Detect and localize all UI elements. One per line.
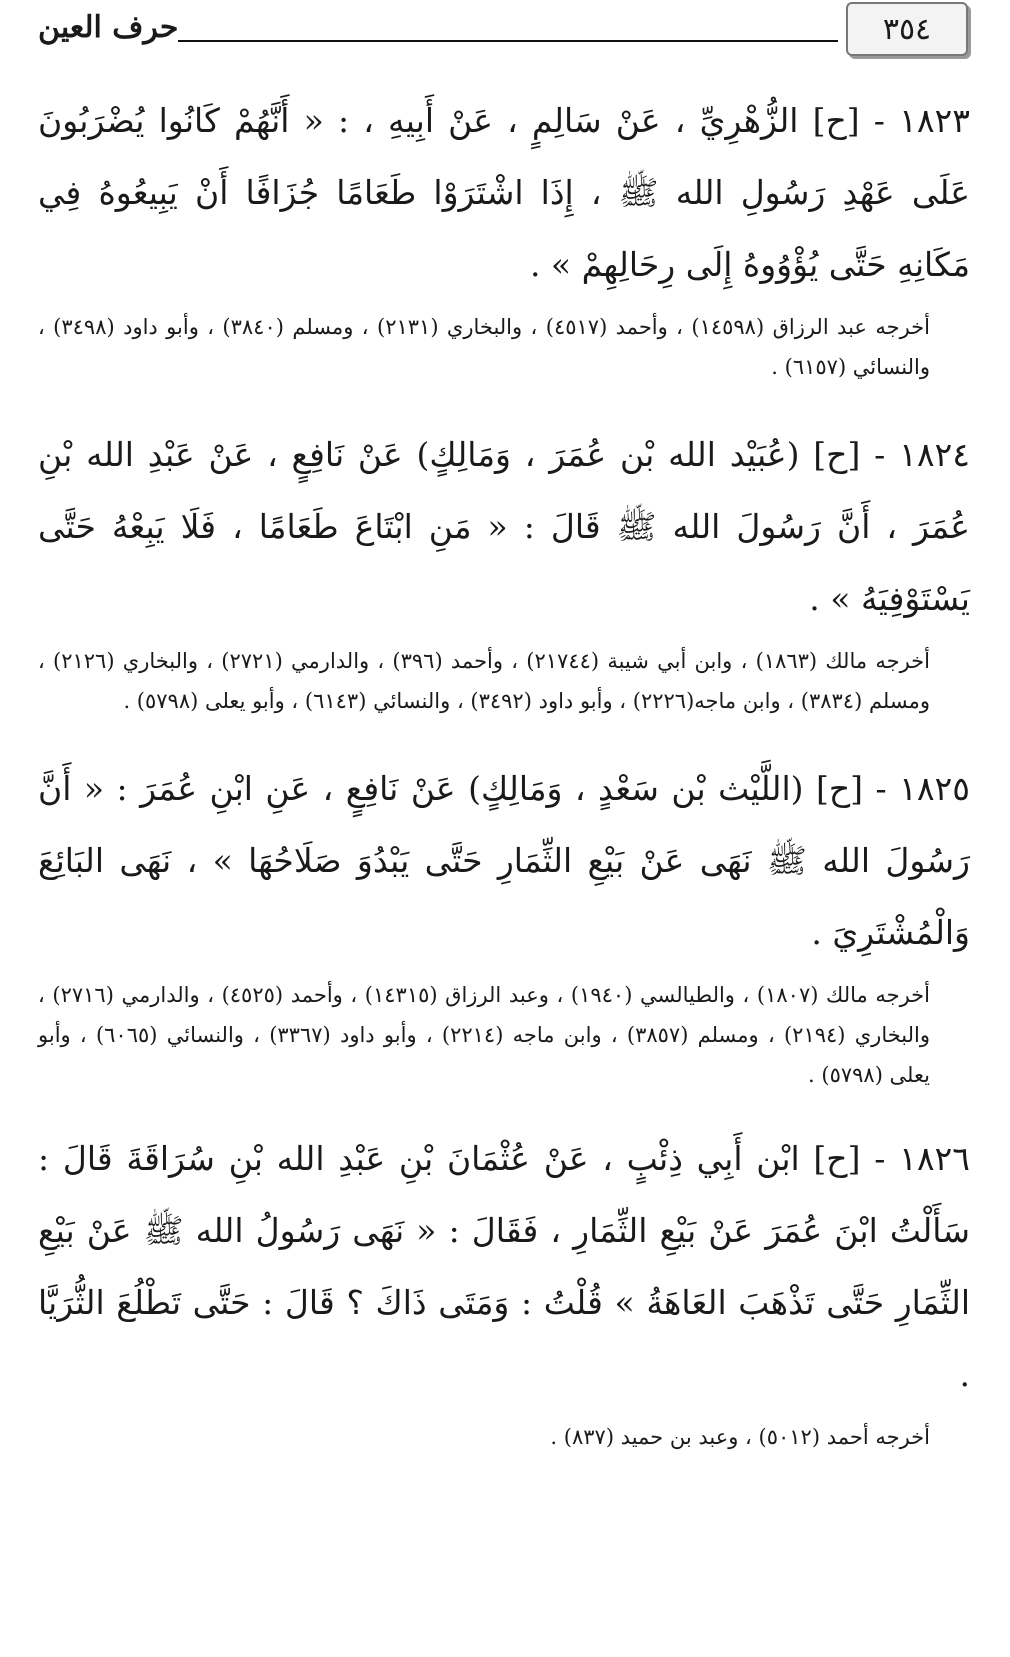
hadith-entry bbox=[38, 753, 970, 1095]
page-header bbox=[38, 0, 968, 62]
hadith-entry bbox=[38, 1123, 970, 1457]
takhrij-note: أخرجه عبد الرزاق (١٤٥٩٨) ، وأحمد (٤٥١٧) ، والبخاري (٢١٣١) ، ومسلم (٣٨٤٠) ، وأبو داود (٣٤٩٨) ، والنسائي (٦١٥٧) . bbox=[38, 315, 930, 379]
takhrij-note: أخرجه أحمد (٥٠١٢) ، وعبد بن حميد (٨٣٧) . bbox=[550, 1425, 930, 1449]
chapter-title: حرف العين bbox=[38, 10, 179, 45]
hadith-text: ١٨٢٣ - [ح] الزُّهْرِيِّ ، عَنْ سَالِمٍ ، عَنْ أَبِيهِ ، : « أَنَّهُمْ كَانُوا يُضْرَبُونَ عَلَى عَهْدِ رَسُولِ الله ﷺ ، إِذَا اشْتَرَوْا طَعَامًا جُزَافًا أَنْ يَبِيعُوهُ فِي مَكَانِهِ حَتَّى يُؤْوُوهُ إِلَى رِحَالِهِمْ » . bbox=[38, 101, 970, 284]
page-number-box bbox=[846, 2, 968, 56]
page-number: ٣٥٤ bbox=[882, 11, 932, 47]
hadith-text: ١٨٢٤ - [ح] (عُبَيْد الله بْن عُمَرَ ، وَمَالِكٍ) عَنْ نَافِعٍ ، عَنْ عَبْدِ الله بْنِ عُمَرَ ، أَنَّ رَسُولَ الله ﷺ قَالَ : « مَنِ ابْتَاعَ طَعَامًا ، فَلَا يَبِعْهُ حَتَّى يَسْتَوْفِيَهُ » . bbox=[38, 435, 970, 618]
page-content bbox=[38, 85, 970, 1489]
hadith-entry bbox=[38, 85, 970, 387]
hadith-entry bbox=[38, 419, 970, 721]
takhrij-note: أخرجه مالك (١٨٦٣) ، وابن أبي شيبة (٢١٧٤٤) ، وأحمد (٣٩٦) ، والدارمي (٢٧٢١) ، والبخاري (٢١٢٦) ، ومسلم (٣٨٣٤) ، وابن ماجه(٢٢٢٦) ، وأبو داود (٣٤٩٢) ، والنسائي (٦١٤٣) ، وأبو يعلى (٥٧٩٨) . bbox=[38, 649, 930, 713]
hadith-text: ١٨٢٦ - [ح] ابْن أَبِي ذِئْبٍ ، عَنْ عُثْمَانَ بْنِ عَبْدِ الله بْنِ سُرَاقَةَ قَالَ : سَأَلْتُ ابْنَ عُمَرَ عَنْ بَيْعِ الثِّمَارِ ، فَقَالَ : « نَهَى رَسُولُ الله ﷺ عَنْ بَيْعِ الثِّمَارِ حَتَّى تَذْهَبَ العَاهَةُ » قُلْتُ : وَمَتَى ذَاكَ ؟ قَالَ : حَتَّى تَطْلُعَ الثُّرَيَّا . bbox=[38, 1139, 970, 1394]
hadith-text: ١٨٢٥ - [ح] (اللَّيْث بْن سَعْدٍ ، وَمَالِكٍ) عَنْ نَافِعٍ ، عَنِ ابْنِ عُمَرَ : « أَنَّ رَسُولَ الله ﷺ نَهَى عَنْ بَيْعِ الثِّمَارِ حَتَّى يَبْدُوَ صَلَاحُهَا » ، نَهَى البَائِعَ وَالْمُشْتَرِيَ . bbox=[38, 769, 970, 952]
header-rule bbox=[178, 40, 838, 42]
takhrij-note: أخرجه مالك (١٨٠٧) ، والطيالسي (١٩٤٠) ، وعبد الرزاق (١٤٣١٥) ، وأحمد (٤٥٢٥) ، والدارمي (٢٧١٦) ، والبخاري (٢١٩٤) ، ومسلم (٣٨٥٧) ، وابن ماجه (٢٢١٤) ، وأبو داود (٣٣٦٧) ، والنسائي (٦٠٦٥) ، وأبو يعلى (٥٧٩٨) . bbox=[38, 983, 931, 1087]
